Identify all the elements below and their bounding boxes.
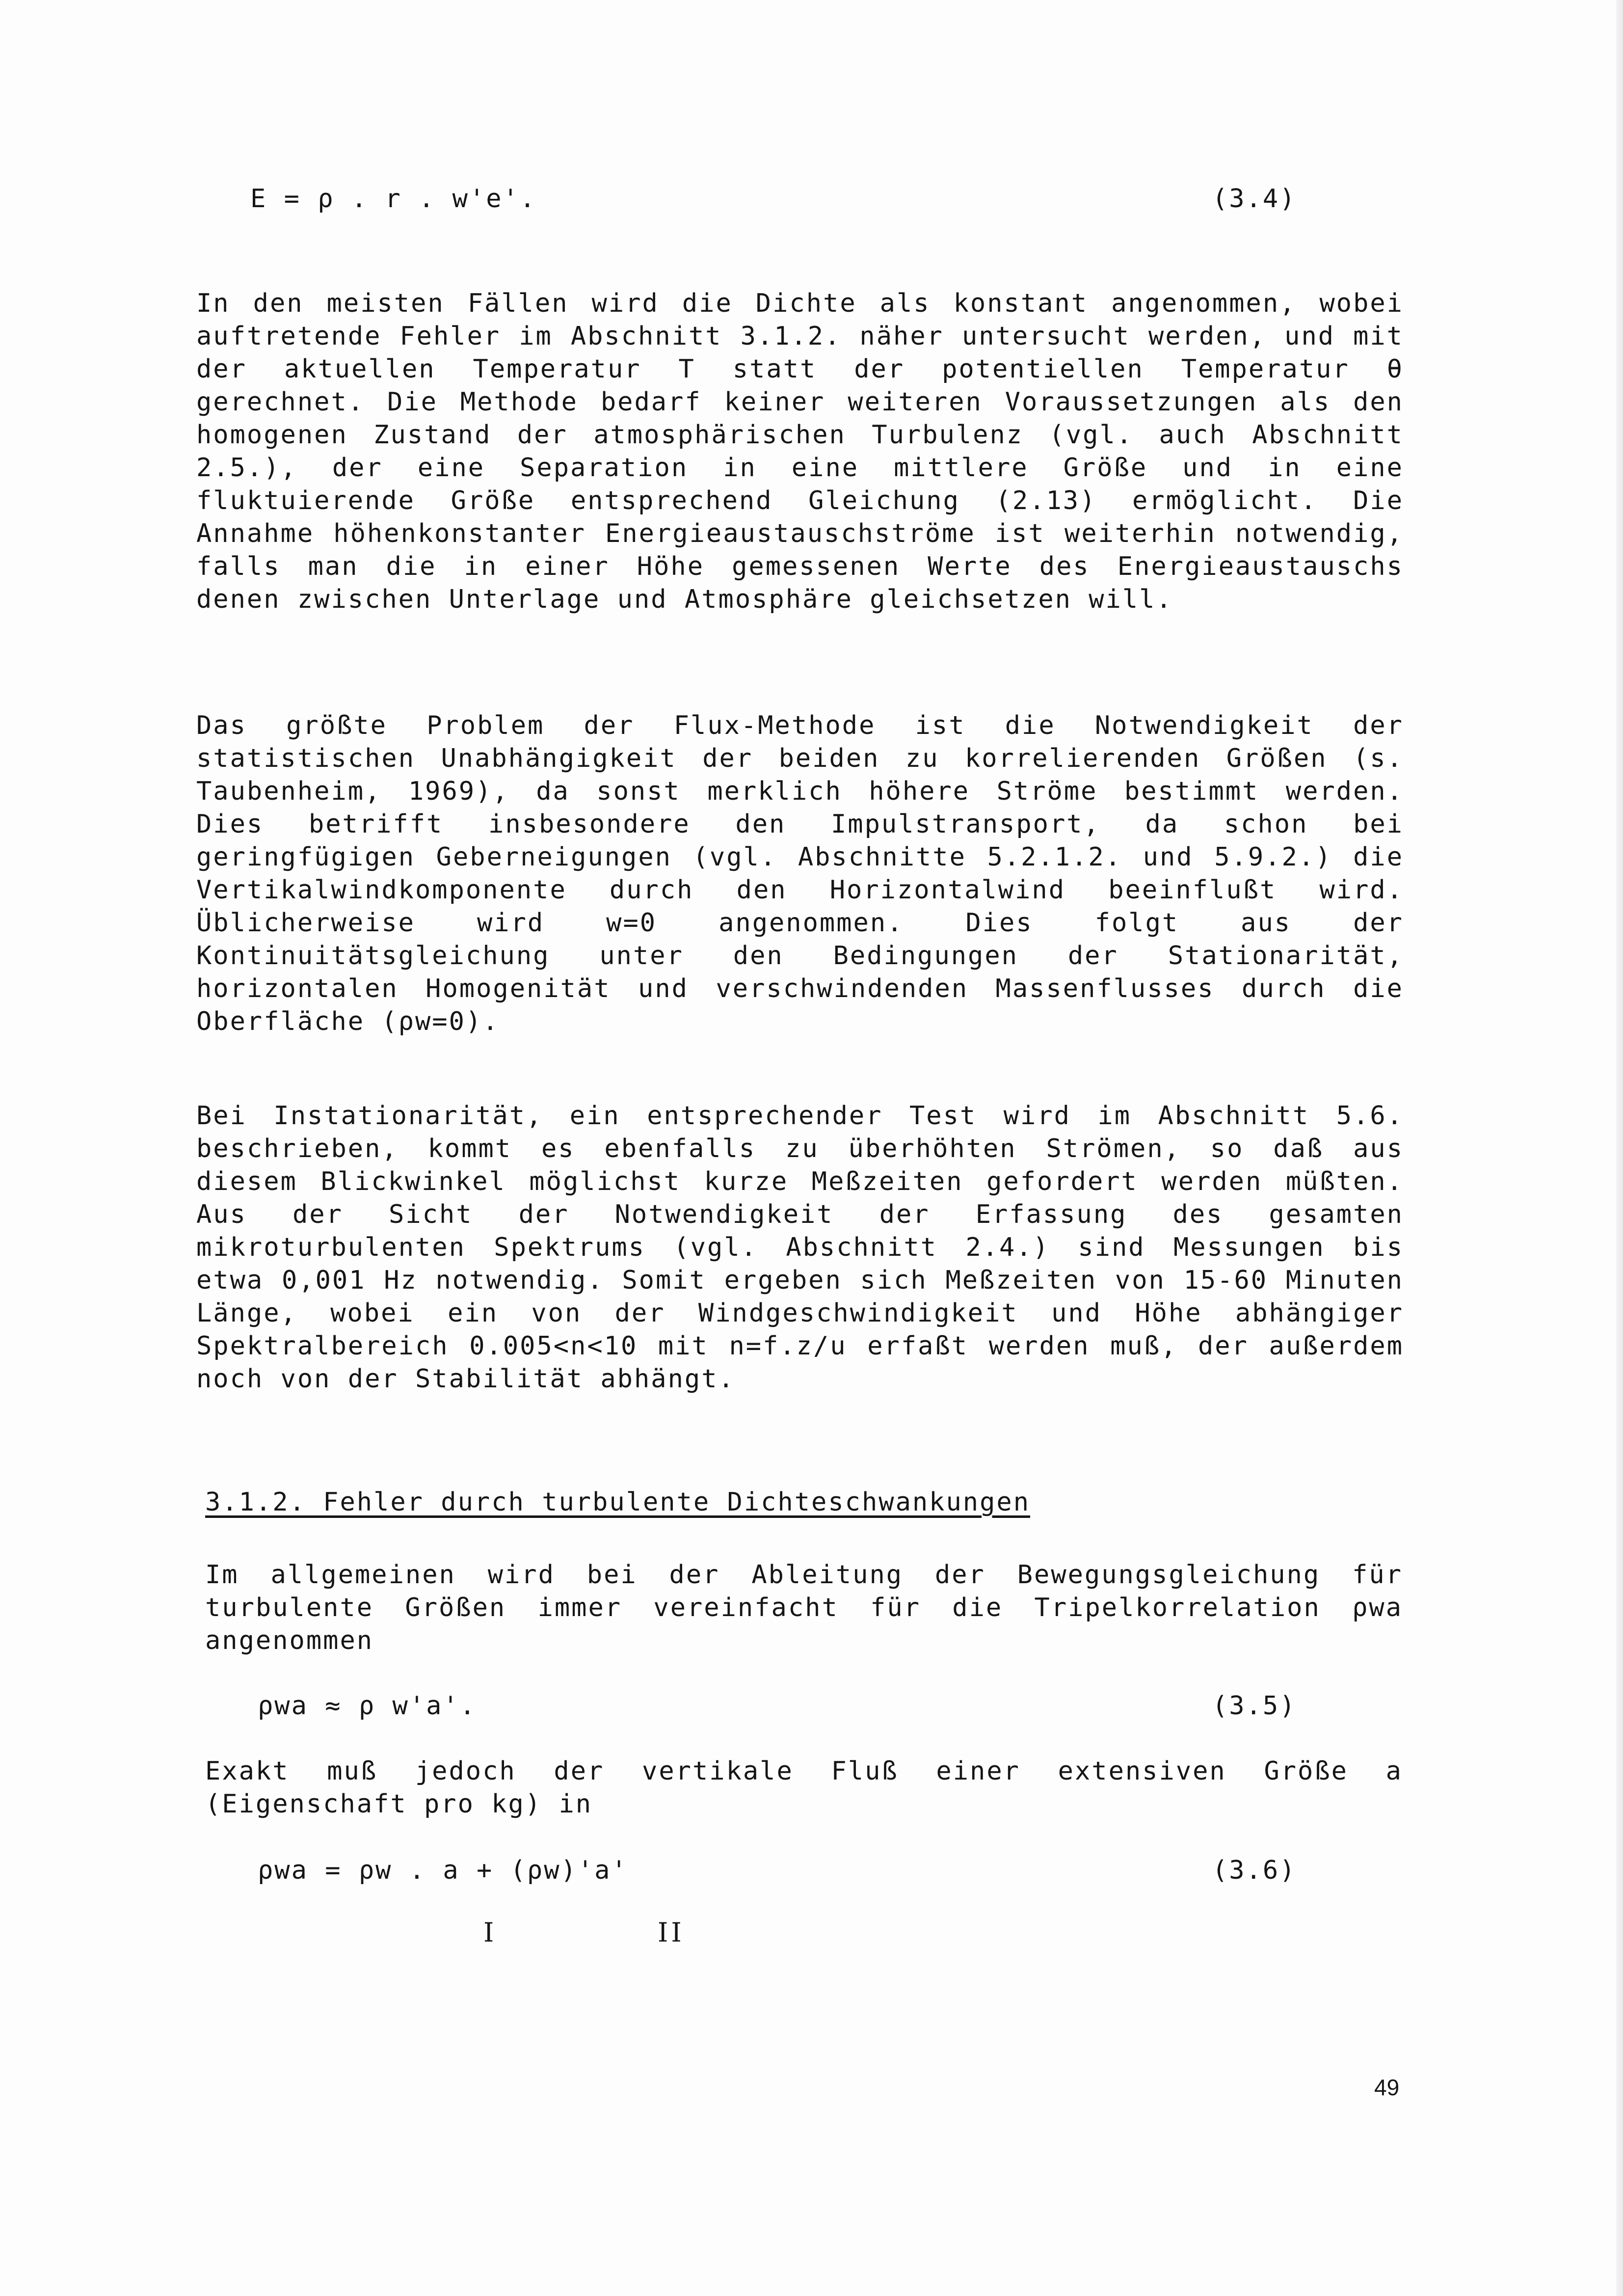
equation-3-5: ρwa ≈ ρ w'a'. — [258, 1691, 477, 1721]
term-label-two: II — [658, 1917, 685, 1948]
paragraph-vertical-flux: Exakt muß jedoch der vertikale Fluß einer extensiven Größe a (Eigenschaft pro kg) in — [205, 1756, 1403, 1819]
paragraph-flux-method-problem: Das größte Problem der Flux-Methode ist die Notwendigkeit der statistischen Unabhängigkeit der beiden zu korrelierenden Größen (s. Taubenheim, 1969), da sonst merklich höhere Ströme bestimmt werden. Dies betrifft insbesondere den Impulstransport, da schon bei geringfügigen Geberneigungen (vgl. Abschnitte 5.2.1.2. und 5.9.2.) die Vertikalwindkomponente durch den Horizontalwind beeinflußt wird. Üblicherweise wird w=0 angenommen. Dies folgt aus der Kontinuitätsgleichung unter den Bedingungen der Stationarität, horizontalen Homogenität und verschwindenden Massenflusses durch die Oberfläche (ρw=0). — [196, 711, 1404, 1036]
paragraph-density-assumption: In den meisten Fällen wird die Dichte als konstant angenommen, wobei auftretende Fehler im Abschnitt 3.1.2. näher untersucht werden, und mit der aktuellen Temperatur T statt der potentiellen Temperatur θ gerechnet. Die Methode bedarf keiner weiteren Voraussetzungen als den homogenen Zustand der atmosphärischen Turbulenz (vgl. auch Abschnitt 2.5.), der eine Separation in eine mittlere Größe und in eine fluktuierende Größe entsprechend Gleichung (2.13) ermöglicht. Die Annahme höhenkonstanter Energieaustauschströme ist weiterhin notwendig, falls man die in einer Höhe gemessenen Werte des Energieaustauschs denen zwischen Unterlage und Atmosphäre gleichsetzen will. — [196, 289, 1404, 614]
term-label-one: I — [483, 1917, 497, 1948]
page-number: 49 — [1374, 2075, 1400, 2100]
equation-number-3-4: (3.4) — [1212, 184, 1297, 214]
equation-3-4: E = ρ . r . w'e'. — [250, 184, 537, 214]
equation-number-3-6: (3.6) — [1212, 1856, 1297, 1885]
equation-number-3-5: (3.5) — [1212, 1691, 1297, 1721]
equation-3-6: ρwa = ρw . a + (ρw)'a' — [258, 1856, 628, 1885]
scan-edge — [1616, 0, 1623, 2296]
paragraph-instationarity: Bei Instationarität, ein entsprechender Test wird im Abschnitt 5.6. beschrieben, kommt es ebenfalls zu überhöhten Strömen, so daß aus diesem Blickwinkel möglichst kurze Meßzeiten gefordert werden müßten. Aus der Sicht der Notwendigkeit der Erfassung des gesamten mikroturbulenten Spektrums (vgl. Abschnitt 2.4.) sind Messungen bis etwa 0,001 Hz notwendig. Somit ergeben sich Meßzeiten von 15-60 Minuten Länge, wobei ein von der Windgeschwindigkeit und Höhe abhängiger Spektralbereich 0.005<n<10 mit n=f.z/u erfaßt werden muß, der außerdem noch von der Stabilität abhängt. — [196, 1101, 1404, 1394]
section-heading: 3.1.2. Fehler durch turbulente Dichteschwankungen — [205, 1487, 1031, 1517]
paragraph-triple-correlation: Im allgemeinen wird bei der Ableitung der Bewegungsgleichung für turbulente Größen immer vereinfacht für die Tripelkorrelation ρwa angenommen — [205, 1560, 1403, 1655]
